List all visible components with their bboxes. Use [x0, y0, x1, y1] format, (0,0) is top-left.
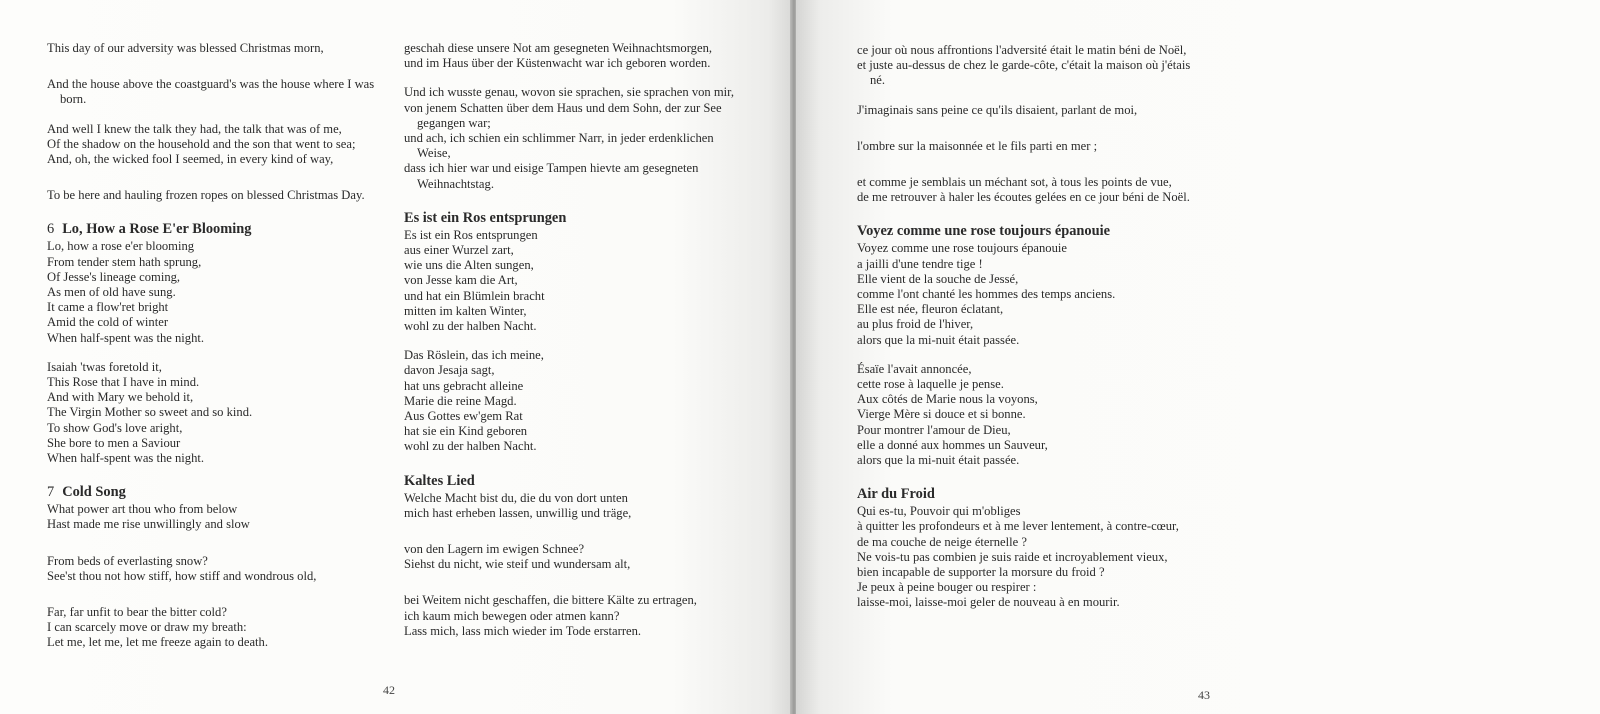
song-6-english-stanza-1: Lo, how a rose e'er blooming From tender stem hath sprung, Of Jesse's lineage coming, As men of old have sung. It came a flow'ret bright Amid the cold of winter When half-spent was the night.: [47, 239, 205, 345]
song-7-french-stanza-1: Qui es-tu, Pouvoir qui m'obliges à quitter les profondeurs et à me lever lentement, à contre-cœur, de ma couche de neige éternelle ? Ne vois-tu pas combien je suis raide et incroyablement vieux, bien incapable de supporter la morsure du froid ? Je peux à peine bouger ou respirer : laisse-moi, laisse-moi geler de nouveau à en mourir.: [857, 504, 1179, 610]
english-intro-stanza-3: And well I knew the talk they had, the talk that was of me, Of the shadow on the household and the son that went to sea; And, oh, the wicked fool I seemed, in every kind of way,: [47, 121, 356, 167]
french-intro-stanza-2: J'imaginais sans peine ce qu'ils disaient, parlant de moi,: [857, 102, 1138, 117]
song-7-german-stanza-3: bei Weitem nicht geschaffen, die bittere Kälte zu ertragen, ich kaum mich bewegen oder atmen kann? Lass mich, lass mich wieder im Tode erstarren.: [404, 593, 697, 638]
english-column: [47, 41, 377, 651]
song-7-german-stanza-2: von den Lagern im ewigen Schnee? Siehst du nicht, wie steif und wundersam alt,: [404, 542, 631, 572]
song-6-english-stanza-2: Isaiah 'twas foretold it, This Rose that I have in mind. And with Mary we behold it, The Virgin Mother so sweet and so kind. To show God's love aright, She bore to men a Saviour When half-spent was the night.: [47, 359, 253, 466]
song-7-german-title: Kaltes Lied: [404, 472, 475, 489]
page-number-right: 43: [1198, 688, 1210, 702]
song-7-english-stanza-1: What power art thou who from below Hast made me rise unwillingly and slow: [47, 502, 250, 532]
english-intro-stanza-2: And the house above the coastguard's was the house where I was born.: [47, 77, 375, 107]
german-column: [404, 41, 744, 639]
french-column: [857, 43, 1197, 611]
song-7-english-stanza-2: From beds of everlasting snow? See'st thou not how stiff, how stiff and wondrous old,: [47, 553, 317, 583]
french-intro-stanza-4: et comme je semblais un méchant sot, à tous les points de vue, de me retrouver à haler les écoutes gelées en ce jour béni de Noël.: [857, 175, 1190, 205]
left-page: [0, 0, 792, 714]
page-number-left: 42: [383, 683, 395, 697]
song-7-english-stanza-3: Far, far unfit to bear the bitter cold? I can scarcely move or draw my breath: Let me, let me, let me freeze again to death.: [47, 605, 268, 650]
song-7-german-stanza-1: Welche Macht bist du, die du von dort unten mich hast erheben lassen, unwillig und träge,: [404, 490, 632, 520]
right-page: [796, 0, 1600, 714]
french-intro-stanza-1: ce jour où nous affrontions l'adversité était le matin béni de Noël, et juste au-dessus de chez le garde-côte, c'était la maison où j'étais né.: [857, 43, 1191, 88]
song-6-french-stanza-2: Ésaïe l'avait annoncée, cette rose à laquelle je pense. Aux côtés de Marie nous la voyons, Vierge Mère si douce et si bonne. Pour montrer l'amour de Dieu, elle a donné aux hommes un Sauveur, alors que la mi-nuit était passée.: [857, 361, 1048, 468]
german-intro-stanza-1: geschah diese unsere Not am gesegneten Weihnachtsmorgen, und im Haus über der Küstenwacht war ich geboren worden.: [404, 41, 713, 71]
song-6-german-title: Es ist ein Ros entsprungen: [404, 209, 567, 226]
german-intro-stanza-2: Und ich wusste genau, wovon sie sprachen, sie sprachen von mir, von jenem Schatten über dem Haus und dem Sohn, der zur See gegangen war; und ach, ich schien ein schlimmer Narr, in jeder erdenklichen Weise, dass ich hier war und eisige Tampen hievte am gesegneten Weihnachtstag.: [404, 85, 735, 191]
song-7-english-title: 7 Cold Song: [47, 484, 126, 501]
song-7-french-title: Air du Froid: [857, 486, 935, 503]
song-6-french-title: Voyez comme une rose toujours épanouie: [857, 223, 1111, 240]
song-6-french-stanza-1: Voyez comme une rose toujours épanouie a jailli d'une tendre tige ! Elle vient de la souche de Jessé, comme l'ont chanté les hommes des temps anciens. Elle est née, fleuron éclatant, au plus froid de l'hiver, alors que la mi-nuit était passée.: [857, 241, 1116, 347]
song-6-english-title: 6 Lo, How a Rose E'er Blooming: [47, 221, 252, 238]
french-intro-stanza-3: l'ombre sur la maisonnée et le fils parti en mer ;: [857, 138, 1098, 153]
english-intro-stanza-4: To be here and hauling frozen ropes on blessed Christmas Day.: [47, 188, 365, 203]
song-6-german-stanza-1: Es ist ein Ros entsprungen aus einer Wurzel zart, wie uns die Alten sungen, von Jesse kam die Art, und hat ein Blümlein bracht mitten im kalten Winter, wohl zu der halben Nacht.: [404, 227, 545, 334]
song-6-german-stanza-2: Das Röslein, das ich meine, davon Jesaja sagt, hat uns gebracht alleine Marie die reine Magd. Aus Gottes ew'gem Rat hat sie ein Kind geboren wohl zu der halben Nacht.: [404, 348, 544, 454]
english-intro-stanza-1: This day of our adversity was blessed Christmas morn,: [47, 41, 324, 55]
